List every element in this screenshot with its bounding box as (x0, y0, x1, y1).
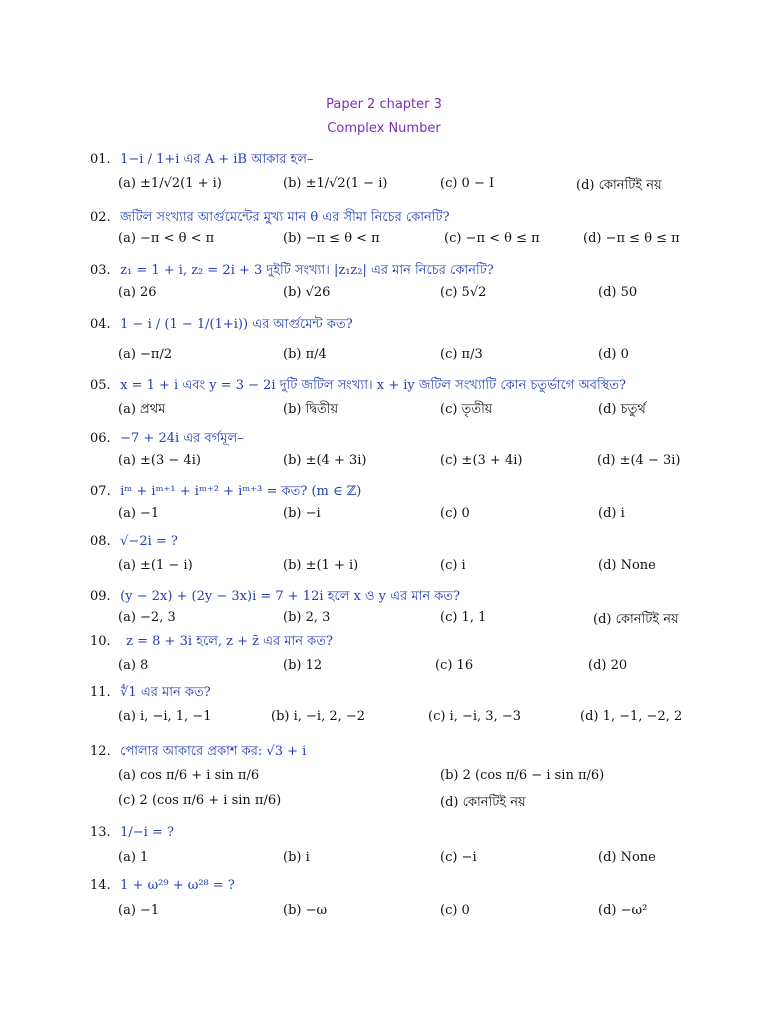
option-d: (d) −π ≤ θ ≤ π (583, 231, 680, 246)
question-number: 14. (90, 878, 111, 893)
option-b: (b) 12 (283, 658, 323, 673)
option-b: (b) ±1/√2(1 − i) (283, 176, 388, 191)
question-number: 13. (90, 825, 111, 840)
page-subtitle: Complex Number (327, 121, 441, 136)
option-d: (d) i (598, 506, 625, 521)
question-number: 10. (90, 634, 111, 649)
option-a: (a) ±(3 − 4i) (118, 453, 201, 468)
option-b: (b) 2 (cos π/6 − i sin π/6) (440, 768, 605, 783)
option-d: (d) ±(4 − 3i) (597, 453, 681, 468)
option-a: (a) −1 (118, 506, 160, 521)
option-c: (c) 0 − I (440, 176, 495, 191)
question-text: 1 − i / (1 − 1/(1+i)) এর আর্গুমেন্ট কত? (120, 317, 353, 332)
question-08 (90, 534, 178, 549)
question-03 (90, 261, 494, 282)
question-07 (90, 482, 361, 503)
question-text: 1−i / 1+i এর A + iB আকার হল– (120, 152, 314, 167)
option-c: (c) −i (440, 850, 477, 865)
question-number: 08. (90, 534, 111, 549)
option-d: (d) −ω² (598, 903, 648, 918)
option-d: (d) 1, −1, −2, 2 (580, 709, 683, 724)
option-d: (d) কোনটিই নয় (576, 178, 662, 193)
question-number: 11. (90, 685, 111, 700)
question-number: 05. (90, 378, 111, 393)
option-a: (a) −2, 3 (118, 610, 176, 625)
question-text: পোলার আকারে প্রকাশ কর: √3 + i (120, 744, 307, 759)
option-c: (c) −π < θ ≤ π (444, 231, 540, 246)
option-d: (d) কোনটিই নয় (440, 795, 526, 810)
question-number: 06. (90, 431, 111, 446)
option-d: (d) চতুর্থ (598, 402, 646, 417)
option-c: (c) তৃতীয় (440, 402, 493, 417)
question-02 (90, 208, 450, 229)
question-text: −7 + 24i এর বর্গমূল– (120, 431, 244, 446)
option-b: (b) −ω (283, 903, 328, 918)
option-c: (c) 2 (cos π/6 + i sin π/6) (118, 793, 282, 808)
question-text: z₁ = 1 + i, z₂ = 2i + 3 দুইটি সংখ্যা। |z₁z₂| এর মান নিচের কোনটি? (120, 263, 494, 278)
question-11 (90, 683, 211, 704)
question-10 (90, 632, 333, 653)
option-a: (a) ±1/√2(1 + i) (118, 176, 222, 191)
question-01 (90, 150, 313, 171)
question-text: জটিল সংখ্যার আর্গুমেন্টের মুখ্য মান θ এর সীমা নিচের কোনটি? (120, 210, 450, 225)
option-d: (d) None (598, 558, 656, 573)
question-number: 04. (90, 317, 111, 332)
option-a: (a) 26 (118, 285, 157, 300)
question-number: 02. (90, 210, 111, 225)
question-text: ∜1 এর মান কত? (120, 685, 211, 700)
question-12 (90, 742, 306, 763)
option-c: (c) 5√2 (440, 285, 487, 300)
option-c: (c) 16 (435, 658, 474, 673)
option-a: (a) −π/2 (118, 347, 173, 362)
page-title: Paper 2 chapter 3 (326, 97, 442, 112)
option-b: (b) দ্বিতীয় (283, 402, 339, 417)
question-number: 03. (90, 263, 111, 278)
option-d: (d) None (598, 850, 656, 865)
option-b: (b) π/4 (283, 347, 327, 362)
question-number: 12. (90, 744, 111, 759)
question-text: (y − 2x) + (2y − 3x)i = 7 + 12i হলে x ও y এর মান কত? (120, 589, 461, 604)
option-b: (b) i (283, 850, 310, 865)
option-b: (b) −i (283, 506, 321, 521)
option-a: (a) প্রথম (118, 402, 166, 417)
question-04 (90, 315, 353, 336)
question-text: z = 8 + 3i হলে, z + z̄ এর মান কত? (126, 634, 334, 649)
option-d: (d) কোনটিই নয় (593, 612, 679, 627)
question-number: 07. (90, 484, 111, 499)
question-text: iᵐ + iᵐ⁺¹ + iᵐ⁺² + iᵐ⁺³ = কত? (m ∈ ℤ) (120, 484, 362, 499)
question-number: 01. (90, 152, 111, 167)
option-c: (c) i, −i, 3, −3 (428, 709, 521, 724)
question-text: x = 1 + i এবং y = 3 − 2i দুটি জটিল সংখ্যা। x + iy জটিল সংখ্যাটি কোন চতুর্ভাগে অবস্থিত? (120, 378, 626, 393)
option-d: (d) 0 (598, 347, 629, 362)
option-c: (c) ±(3 + 4i) (440, 453, 523, 468)
option-a: (a) i, −i, 1, −1 (118, 709, 212, 724)
option-a: (a) −π < θ < π (118, 231, 215, 246)
option-d: (d) 50 (598, 285, 638, 300)
question-text: 1 + ω²⁹ + ω²⁸ = ? (120, 878, 235, 893)
option-a: (a) −1 (118, 903, 160, 918)
option-a: (a) ±(1 − i) (118, 558, 193, 573)
question-13 (90, 825, 174, 840)
option-b: (b) 2, 3 (283, 610, 331, 625)
option-d: (d) 20 (588, 658, 628, 673)
option-c: (c) i (440, 558, 466, 573)
option-b: (b) −π ≤ θ < π (283, 231, 380, 246)
question-number: 09. (90, 589, 111, 604)
option-b: (b) i, −i, 2, −2 (271, 709, 366, 724)
option-a: (a) cos π/6 + i sin π/6 (118, 768, 260, 783)
option-c: (c) 0 (440, 506, 470, 521)
option-c: (c) 0 (440, 903, 470, 918)
question-text: 1/−i = ? (120, 825, 174, 840)
option-b: (b) √26 (283, 285, 331, 300)
question-14 (90, 878, 235, 893)
question-06 (90, 429, 244, 450)
question-text: √−2i = ? (120, 534, 178, 549)
option-a: (a) 8 (118, 658, 149, 673)
question-05 (90, 376, 626, 397)
option-a: (a) 1 (118, 850, 149, 865)
option-c: (c) 1, 1 (440, 610, 487, 625)
option-b: (b) ±(1 + i) (283, 558, 359, 573)
question-09 (90, 587, 460, 608)
option-b: (b) ±(4 + 3i) (283, 453, 367, 468)
option-c: (c) π/3 (440, 347, 483, 362)
